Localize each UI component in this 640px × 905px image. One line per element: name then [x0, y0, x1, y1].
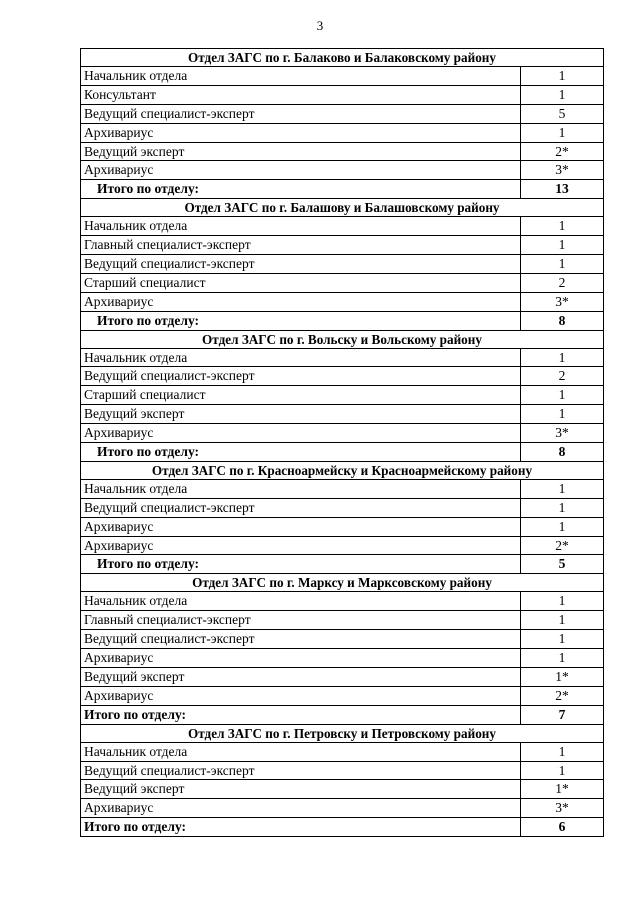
total-value: 6 [558, 819, 566, 835]
count-cell: 2 [558, 368, 566, 384]
total-label: Итого по отделу: [81, 443, 521, 461]
department-title: Отдел ЗАГС по г. Балашову и Балашовскому району [81, 199, 603, 217]
department-block [81, 331, 603, 462]
count-cell: 1 [558, 218, 566, 234]
count-cell: 2* [555, 687, 569, 703]
table-row [81, 668, 603, 687]
table-row [81, 386, 603, 405]
table-row [81, 161, 603, 180]
department-title: Отдел ЗАГС по г. Петровску и Петровскому району [81, 725, 603, 743]
count-cell: 2* [555, 537, 569, 553]
table-row [81, 611, 603, 630]
position-cell: Архивариус [81, 799, 521, 817]
table-row [81, 293, 603, 312]
position-cell: Старший специалист [81, 386, 521, 404]
count-cell: 1 [558, 256, 566, 272]
count-cell: 1* [555, 781, 569, 797]
position-cell: Ведущий специалист-эксперт [81, 105, 521, 123]
table-row [81, 217, 603, 236]
position-cell: Архивариус [81, 687, 521, 705]
position-cell: Архивариус [81, 293, 521, 311]
count-cell: 1* [555, 668, 569, 684]
total-value: 7 [558, 706, 566, 722]
total-row [81, 312, 603, 331]
position-cell: Начальник отдела [81, 743, 521, 761]
table-row [81, 424, 603, 443]
table-row [81, 349, 603, 368]
table-row [81, 105, 603, 124]
count-cell: 1 [558, 593, 566, 609]
count-cell: 1 [558, 518, 566, 534]
table-row [81, 480, 603, 499]
position-cell: Архивариус [81, 124, 521, 142]
count-cell: 3* [555, 425, 569, 441]
table-row [81, 124, 603, 143]
count-cell: 3* [555, 800, 569, 816]
total-row [81, 706, 603, 725]
table-row [81, 518, 603, 537]
table-row [81, 592, 603, 611]
total-label: Итого по отделу: [81, 180, 521, 198]
table-row [81, 367, 603, 386]
total-row [81, 818, 603, 837]
position-cell: Архивариус [81, 161, 521, 179]
department-block [81, 462, 603, 574]
table-row [81, 67, 603, 86]
count-cell: 2 [558, 274, 566, 290]
position-cell: Архивариус [81, 537, 521, 555]
position-cell: Начальник отдела [81, 480, 521, 498]
department-title: Отдел ЗАГС по г. Марксу и Марксовскому району [81, 574, 603, 592]
table-row [81, 762, 603, 781]
count-cell: 3* [555, 162, 569, 178]
position-cell: Главный специалист-эксперт [81, 611, 521, 629]
position-cell: Ведущий эксперт [81, 780, 521, 798]
total-label: Итого по отделу: [81, 706, 521, 724]
department-block [81, 574, 603, 724]
count-cell: 2* [555, 143, 569, 159]
table-row [81, 255, 603, 274]
count-cell: 1 [558, 237, 566, 253]
position-cell: Консультант [81, 86, 521, 104]
count-cell: 1 [558, 124, 566, 140]
position-cell: Архивариус [81, 649, 521, 667]
count-cell: 1 [558, 650, 566, 666]
position-cell: Ведущий специалист-эксперт [81, 630, 521, 648]
count-cell: 5 [558, 105, 566, 121]
table-row [81, 405, 603, 424]
page-number: 3 [316, 18, 324, 33]
count-cell: 1 [558, 68, 566, 83]
count-cell: 1 [558, 499, 566, 515]
position-cell: Начальник отдела [81, 67, 521, 85]
position-cell: Начальник отдела [81, 349, 521, 367]
count-cell: 1 [558, 406, 566, 422]
table-row [81, 780, 603, 799]
table-row [81, 236, 603, 255]
total-value: 8 [558, 312, 566, 328]
position-cell: Ведущий специалист-эксперт [81, 762, 521, 780]
table-row [81, 687, 603, 706]
table-row [81, 274, 603, 293]
position-cell: Ведущий специалист-эксперт [81, 367, 521, 385]
count-cell: 1 [558, 86, 566, 102]
count-cell: 1 [558, 762, 566, 778]
position-cell: Ведущий специалист-эксперт [81, 499, 521, 517]
table-row [81, 743, 603, 762]
total-label: Итого по отделу: [81, 312, 521, 330]
total-label: Итого по отделу: [81, 555, 521, 573]
position-cell: Ведущий эксперт [81, 143, 521, 161]
total-value: 5 [558, 556, 566, 572]
count-cell: 1 [558, 612, 566, 628]
position-cell: Ведущий эксперт [81, 668, 521, 686]
department-block [81, 725, 603, 837]
table-row [81, 649, 603, 668]
count-cell: 1 [558, 387, 566, 403]
count-cell: 3* [555, 293, 569, 309]
position-cell: Ведущий специалист-эксперт [81, 255, 521, 273]
position-cell: Архивариус [81, 518, 521, 536]
table-row [81, 499, 603, 518]
department-title: Отдел ЗАГС по г. Красноармейску и Красноармейскому району [81, 462, 603, 480]
total-value: 8 [558, 444, 566, 460]
table-row [81, 143, 603, 162]
count-cell: 1 [558, 349, 566, 365]
department-block [81, 49, 603, 199]
position-cell: Главный специалист-эксперт [81, 236, 521, 254]
position-cell: Старший специалист [81, 274, 521, 292]
total-value: 13 [555, 181, 569, 197]
table-row [81, 537, 603, 556]
total-row [81, 555, 603, 574]
position-cell: Архивариус [81, 424, 521, 442]
count-cell: 1 [558, 631, 566, 647]
total-label: Итого по отделу: [81, 818, 521, 836]
department-block [81, 199, 603, 330]
position-cell: Начальник отдела [81, 592, 521, 610]
position-cell: Начальник отдела [81, 217, 521, 235]
department-title: Отдел ЗАГС по г. Балаково и Балаковскому району [81, 49, 603, 67]
table-row [81, 86, 603, 105]
count-cell: 1 [558, 743, 566, 759]
table-row [81, 630, 603, 649]
total-row [81, 180, 603, 199]
count-cell: 1 [558, 480, 566, 496]
table-row [81, 799, 603, 818]
department-title: Отдел ЗАГС по г. Вольску и Вольскому району [81, 331, 603, 349]
position-cell: Ведущий эксперт [81, 405, 521, 423]
total-row [81, 443, 603, 462]
staff-table [80, 48, 604, 837]
